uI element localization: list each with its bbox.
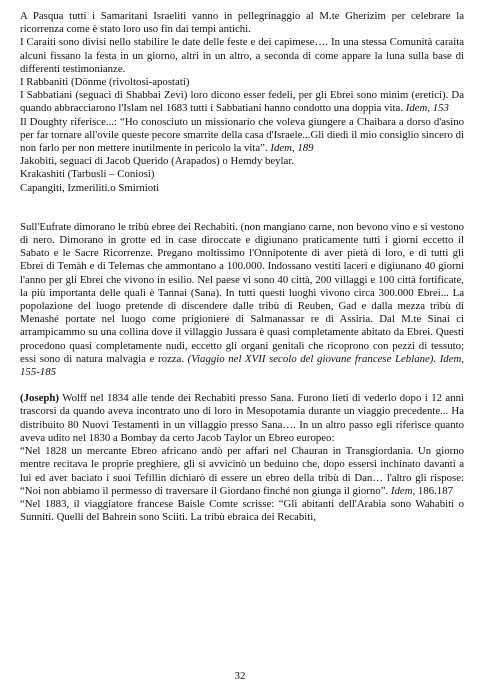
list-item: Capangiti, Izmeriliti.o Smirnioti [20,181,160,194]
wolff-paren-close: ) [55,392,60,405]
rabbaniti-line: I Rabbaniti (Dönme (rivoltosi-apostati) [20,76,190,89]
page-number: 32 [234,669,246,682]
spacer [20,195,464,221]
wolff-paragraph [20,392,464,445]
quote-1828-text: “Nel 1828 un mercante Ebreo africano andò per affari nel Chauran in Transgiordania. Un giorno mentre recitava le proprie preghiere, gli si avvicinò un beduino che, dopo essersi inchinato davanti a lui ed aver baciato i suoi Tefillin dichiarò di essere un ebreo della tribù di Dan… l'altro gli rispose: “Noi non abbiamo il permesso di traversare il Giordano finché non giunga il giorno”. [20,445,464,497]
caraiti-paragraph: I Caraiti sono divisi nello stabilire le date delle feste e dei capimese…. In una stessa Comunità caraita alcuni fissano la festa in un giorno, altri in un altro, a seconda di come appare la luna sulla base di differenti testimonianze. [20,36,464,75]
rechabiti-paragraph [20,221,464,379]
samaritani-paragraph: A Pasqua tutti i Samaritani Israeliti vanno in pellegrinaggio al M.te Gherizim per celebrare la ricorrenza come è stato loro uso fin dai tempi antichi. [20,10,464,36]
sabbatiani-text: I Sabbatiani (seguaci di Shabbai Zevi) loro dicono esser fedeli, per gli Ebrei sono minim (eretici). Da quando abbracciarono l'Islam nel 1683 tutti i Sabbatiani hanno condotto una doppia vita. [20,89,464,115]
list-item: Krakashiti (Tarbusli – Coniosi) [20,168,155,181]
wolff-firstname: Joseph [23,392,56,405]
sabbatiani-ref: Idem, 153 [405,102,449,115]
wolff-surname: Wolff [59,392,87,405]
rechabiti-ref: (Viaggio nel XVII secolo del giovane francese Leblane). Idem, 155-185 [20,352,464,379]
quote-1883-paragraph: “Nel 1883, il viaggiatore francese Baisle Comte scrisse: “Gli abitanti dell'Arabia sono Wahabiti o Sunniti. Quelli del Bahrein sono Sciiti. La tribù ebraica dei Recabiti, [20,497,464,524]
doughty-paragraph [20,116,464,156]
wolff-text: nel 1834 alle tende dei Rechabiti presso Sana. Furono lieti di vederlo dopo i 12 anni trascorsi da quando aveva incontrato uno di loro in Mesopotamia durante un viaggio precedente... Ha distribuito 80 Nuovi Testamenti in un villaggio presso Sana…. In un altro passo egli riferisce quanto aveva udito nel 1830 a Bombay da certo Jacob Taylor un Ebreo europeo: [20,392,464,444]
rechabiti-text: Sull'Eufrate dimorano le tribù ebree dei Rechabiti. (non mangiano carne, non bevono vino e si vestono di nero. Dimorano in grotte ed in case diroccate e digiunano praticamente tutti i giorni eccetto il Sabato e le Sacre Ricorrenze. Pregano moltissimo l'Onnipotente di aver pietà di loro, e di tutti gli Ebrei di Temàh e di Telemas che ammontano a 100.000. Indossano vestiti laceri e digiunano 40 giorni l'anno per gli Ebrei che vivono in esilio. Nel paese vi sono 40 città, 200 villaggi e 100 città fortificate, la più importanta delle quali è Tannai (Sana). In tutti questi luoghi vivono circa 300.000 Ebrei... La popolazione del luogo pretende di discendere dalle tribù di Reuben, Gad e dalla mezza tribù di Menashé portate nel luogo come prigioniere di Salmanassar re di Assiria. Dal M.te Sinai ci arrampicammo su una collina dove il villaggio Jussara è quasi completamente abitato da Ebrei. Questi procedono quasi completamente nudi, eccetto gli organi genitali che ricoprono con pezzi di tessuto; essi sono di natura malvagia e rozza. [20,220,464,365]
list-item: Jakobiti, seguaci di Jacob Querido (Arapados) o Hemdy beylar. [20,155,295,168]
doughty-text: Il Doughty riferisce...: “Ho conosciuto un missionario che voleva giungere a Chaibara a dorso d'asino per far tornare all'ovile queste pecore smarrite della casa d'Israele...Gli diedi il mio consiglio sincero di non farlo per non mettere inutilmente in pericolo la vita”. [20,115,464,155]
quote-1828-paragraph [20,445,464,498]
spacer [20,379,464,392]
quote-1828-pages: 186.187 [415,484,453,497]
quote-1828-ref: Idem, [390,484,416,497]
wolff-paren-open: ( [20,392,24,405]
doughty-ref: Idem, 189 [270,142,314,155]
sabbatiani-paragraph [20,89,464,115]
